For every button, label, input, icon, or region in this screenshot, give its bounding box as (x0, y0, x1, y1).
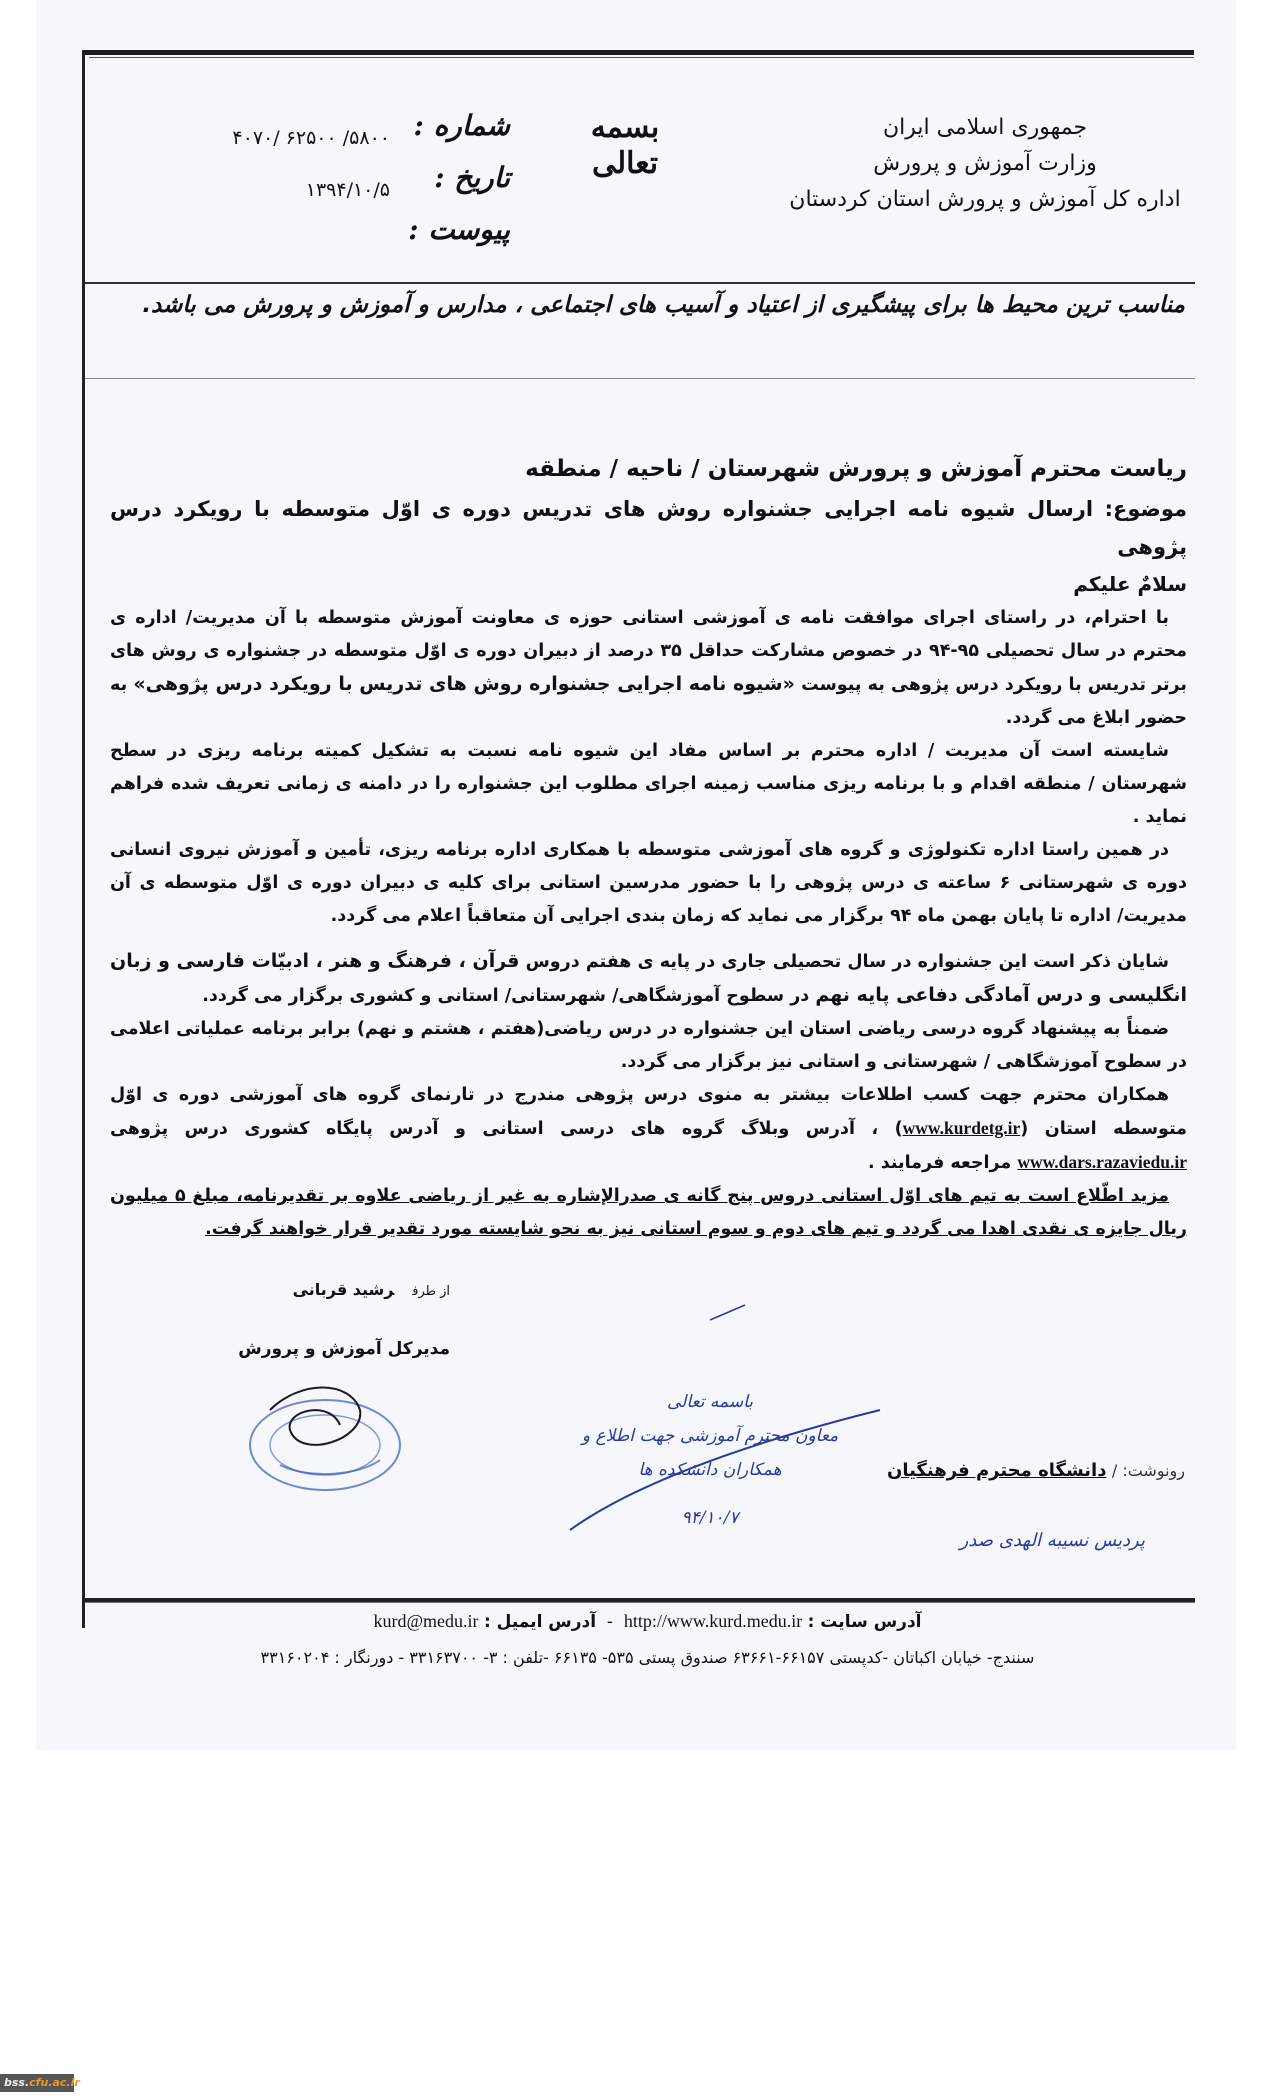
footer-divider (85, 1598, 1195, 1603)
email-address[interactable]: kurd@medu.ir (373, 1611, 479, 1631)
paragraph-2: شایسته است آن مدیریت / اداره محترم بر اساس مفاد این شیوه نامه نسبت به تشکیل کمیته برنامه ریزی در سطح شهرستان / منطقه اقدام و با برنامه ریزی مناسب زمینه اجرای مطلوب این جشنواره را در دامنه ی زمانی تعریف شده فراهم نماید . (110, 741, 1187, 827)
bismillah-calligraphy: بسمه تعالی (590, 110, 660, 181)
site-label: آدرس سایت : (807, 1612, 922, 1632)
p6-text-end: مراجعه فرمایند . (868, 1153, 1018, 1173)
attachment-label: پیوست : (408, 213, 510, 246)
note-line-3: همکاران دانشکده ها (638, 1460, 782, 1480)
letter-meta-values (150, 112, 390, 216)
slogan-divider (85, 378, 1195, 379)
signature-block (230, 1280, 450, 1359)
p6-text: همکاران محترم جهت کسب اطلاعات بیشتر به منوی درس پژوهی مندرج در تارنمای گروه های آموزشی دوره ی اوّل متوسطه استان ( (110, 1085, 1187, 1139)
letter-footer (110, 1606, 1185, 1675)
greeting: سلامٌ علیکم (1073, 572, 1187, 596)
p1-text: با احترام، در راستای اجرای موافقت نامه ی آموزشی استانی حوزه ی معاونت آموزش متوسطه با آن مدیریت/ اداره ی محترم در سال تحصیلی ۹۵-۹۴ در خصوص مشارکت حداقل ۳۵ درصد از دبیران دوره ی اوّل متوسطه در جشنواره ی روش های برتر تدریس با رویکرد درس پژوهی به پیوست (110, 608, 1187, 695)
signer-name: رشید قربانی (292, 1280, 395, 1299)
p1-text-end: به حضور ابلاغ می گردد. (110, 675, 1187, 728)
footer-contact (110, 1606, 1185, 1637)
watermark-suffix: cfu.ac.ir (29, 2076, 80, 2089)
paragraph-4 (110, 945, 1187, 1013)
watermark-prefix: bss. (4, 2076, 30, 2089)
letter-meta-labels (400, 100, 510, 256)
razaviedu-link[interactable]: www.dars.razaviedu.ir (1017, 1152, 1187, 1172)
header-divider (85, 282, 1195, 284)
site-watermark[interactable] (0, 2074, 80, 2092)
paragraph-3: در همین راستا اداره تکنولوژی و گروه های آموزشی متوسطه با همکاری اداره برنامه ریزی، تأمین و آموزش نیروی انسانی دوره ی شهرستانی ۶ ساعته ی درس پژوهی را با حضور مدرسین استانی برای کلیه ی دبیران دوره ی اوّل متوسطه ی آن مدیریت/ اداره تا پایان بهمن ماه ۹۴ برگزار می نماید که زمان بندی اجرایی آن متعاقباً اعلام می گردد. (110, 840, 1187, 926)
number-label: شماره : (413, 109, 510, 142)
date-label: تاریخ : (434, 161, 510, 194)
country-name: جمهوری اسلامی ایران (882, 115, 1088, 140)
paragraph-5: ضمناً به پیشنهاد گروه درسی ریاضی استان این جشنواره در درس ریاضی(هفتم ، هشتم و نهم) برابر برنامه عملیاتی اعلامی در سطوح آموزشگاهی / شهرستانی و استانی نیز برگزار می گردد. (110, 1019, 1187, 1072)
addressee: ریاست محترم آموزش و پرورش شهرستان / ناحیه / منطقه (525, 456, 1187, 482)
kurdetg-link[interactable]: www.kurdetg.ir (902, 1118, 1021, 1138)
signer-title: مدیرکل آموزش و پرورش (238, 1339, 450, 1359)
paragraph-7: مزید اطّلاع است به تیم های اوّل استانی دروس پنج گانه ی صدرالإشاره به غیر از ریاضی علاوه بر تقدیرنامه، مبلغ ۵ میلیون ریال جایزه ی نقدی اهدا می گردد و تیم های دوم و سوم استانی نیز به نحو شایسته مورد تقدیر قرار خواهند گرفت. (110, 1186, 1187, 1239)
ministry-name: وزارت آموزش و پرورش (873, 151, 1097, 176)
subject-line: موضوع: ارسال شیوه نامه اجرایی جشنواره روش های تدریس دوره ی اوّل متوسطه با رویکرد درس پژوهی (110, 497, 1187, 559)
from-label: از طرف (412, 1284, 450, 1299)
cc-label: رونوشت: / (1111, 1461, 1185, 1480)
note-date: ۹۴/۱۰/۷ (681, 1508, 739, 1528)
note-line-1: باسمه تعالی (667, 1392, 753, 1412)
site-url[interactable]: http://www.kurd.medu.ir (623, 1611, 803, 1631)
p4-text-end: در سطوح آموزشگاهی/ شهرستانی/ استانی و کشوری برگزار می گردد. (202, 986, 816, 1006)
handwritten-note (560, 1385, 860, 1535)
letter-number: ۵۸۰۰/ ۶۲۵۰۰ /۴۰۷۰ (232, 127, 390, 149)
letterhead-org (785, 110, 1185, 218)
slogan: مناسب ترین محیط ها برای پیشگیری از اعتیاد و آسیب های اجتماعی ، مدارس و آموزش و پرورش می باشد. (142, 292, 1185, 318)
office-name: اداره کل آموزش و پرورش استان کردستان (789, 187, 1181, 212)
letter-body (110, 448, 1187, 1246)
note-line-2: معاون محترم آموزشی جهت اطلاع و (581, 1426, 839, 1446)
carbon-copy (887, 1460, 1185, 1481)
letter-date: ۱۳۹۴/۱۰/۵ (305, 179, 390, 201)
p4-text: شایان ذکر است این جشنواره در سال تحصیلی جاری در پایه ی هفتم دروس (519, 952, 1169, 972)
postal-address: سنندج- خیابان اکباتان -کدپستی ۶۶۱۵۷-۶۳۶۶۱ صندوق پستی ۵۳۵- ۶۶۱۳۵ -تلفن : ۳- ۳۳۱۶۳۷۰۰ - دورنگار : ۳۳۱۶۰۲۰۴ (260, 1648, 1035, 1667)
paragraph-1 (110, 602, 1187, 735)
p6-text-mid: ) ، آدرس وبلاگ گروه های درسی استانی و آدرس پایگاه کشوری درس پژوهی (110, 1119, 903, 1139)
paragraph-6 (110, 1079, 1187, 1180)
cc-recipient: دانشگاه محترم فرهنگیان (886, 1460, 1107, 1481)
official-stamp-icon (240, 1370, 410, 1500)
footer-separator: - (606, 1612, 614, 1632)
p4-emphasis: قرآن ، فرهنگ و هنر ، ادبیّات فارسی و زبان انگلیسی و درس آمادگی دفاعی پایه نهم (110, 950, 1187, 1006)
cc-handwritten-note: پردیس نسیبه الهدی صدر (959, 1530, 1145, 1551)
p1-emphasis: «شیوه نامه اجرایی جشنواره روش های تدریس با رویکرد درس پژوهی» (133, 673, 795, 695)
email-label: آدرس ایمیل : (483, 1612, 597, 1632)
